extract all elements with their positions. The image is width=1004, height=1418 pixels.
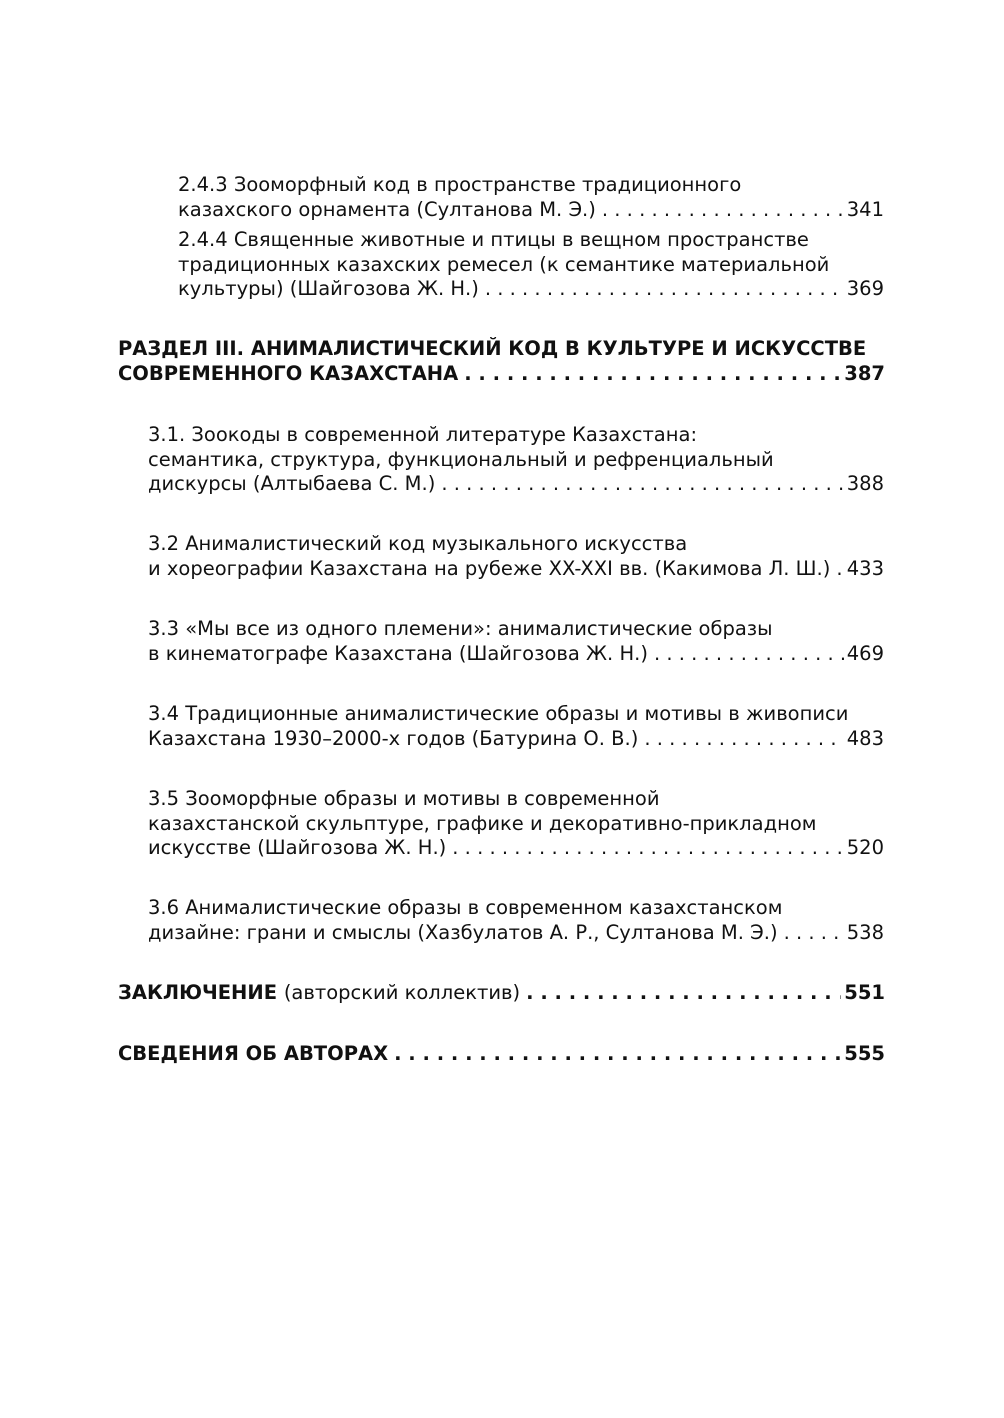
toc-entry-line: Казахстана 1930–2000-х годов (Батурина О. В.) [148,726,639,750]
toc-entry-line: дизайне: грани и смыслы (Хазбулатов А. Р., Султанова М. Э.) [148,920,778,944]
toc-entry-line: 2.4.4 Священные животные и птицы в вещном пространстве [178,228,809,251]
page-number: 369 [846,277,884,300]
dot-leader [464,362,841,387]
authors-title: СВЕДЕНИЯ ОБ АВТОРАХ [118,1042,389,1065]
dot-leader [394,1042,841,1067]
page-number: 341 [846,197,884,221]
toc-entry-2-4-4[interactable] [178,228,884,302]
toc-entry-line: 3.4 Традиционные анималистические образы и мотивы в живописи [148,702,849,725]
toc-entry-2-4-3[interactable] [178,173,884,222]
toc-entry-3-3[interactable] [148,617,884,666]
toc-entry-line: казахстанской скульптуре, графике и декоративно-прикладном [148,811,817,835]
toc-section-3[interactable] [118,337,885,386]
toc-entry-line: 3.3 «Мы все из одного племени»: анималистические образы [148,617,773,640]
toc-authors[interactable] [118,1042,885,1067]
conclusion-title-wrap [118,981,520,1006]
dot-leader [526,981,841,1006]
dot-leader [441,472,843,497]
toc-conclusion[interactable] [118,981,885,1006]
page-number: 520 [846,836,884,859]
toc-entry-line: традиционных казахских ремесел (к семантике материальной [178,252,830,276]
dot-leader [485,277,844,302]
toc-entry-3-6[interactable] [148,896,884,945]
toc-entry-3-2[interactable] [148,532,884,581]
dot-leader [836,557,843,582]
toc-entry-line: 3.6 Анималистические образы в современном казахстанском [148,896,783,919]
page-number: 469 [846,641,884,665]
toc-entry-line: дискурсы (Алтыбаева С. М.) [148,472,436,495]
dot-leader [784,921,844,946]
page-number: 555 [844,1042,885,1065]
page-number: 433 [846,556,884,580]
page-number: 388 [846,472,884,495]
toc-entry-3-5[interactable] [148,787,884,861]
conclusion-note: (авторский коллектив) [283,981,521,1004]
dot-leader [644,727,843,752]
conclusion-title: ЗАКЛЮЧЕНИЕ [118,981,278,1004]
section-title-line: СОВРЕМЕННОГО КАЗАХСТАНА [118,361,459,385]
toc-entry-3-1[interactable] [148,423,884,497]
toc-entry-line: искусстве (Шайгозова Ж. Н.) [148,836,447,859]
toc-entry-line: казахского орнамента (Султанова М. Э.) [178,197,596,221]
toc-entry-line: 3.5 Зооморфные образы и мотивы в современной [148,787,660,810]
dot-leader [452,836,843,861]
toc-entry-line: и хореографии Казахстана на рубеже XX-XXI вв. (Какимова Л. Ш.) [148,556,831,580]
toc-entry-line: семантика, структура, функциональный и рефренциальный [148,447,774,471]
toc-entry-line: 2.4.3 Зооморфный код в пространстве традиционного [178,173,742,196]
page-number: 538 [846,920,884,944]
dot-leader [654,642,844,667]
page-number: 387 [844,361,885,385]
toc-entry-line: культуры) (Шайгозова Ж. Н.) [178,277,479,300]
toc-entry-line: 3.2 Анималистический код музыкального искусства [148,532,688,555]
dot-leader [602,198,844,223]
page-number: 551 [844,981,885,1004]
toc-entry-line: в кинематографе Казахстана (Шайгозова Ж. Н.) [148,641,648,665]
page-number: 483 [846,726,884,750]
toc-entry-line: 3.1. Зоокоды в современной литературе Казахстана: [148,423,698,446]
toc-entry-3-4[interactable] [148,702,884,751]
section-title-line: РАЗДЕЛ III. АНИМАЛИСТИЧЕСКИЙ КОД В КУЛЬТУРЕ И ИСКУССТВЕ [118,337,867,360]
